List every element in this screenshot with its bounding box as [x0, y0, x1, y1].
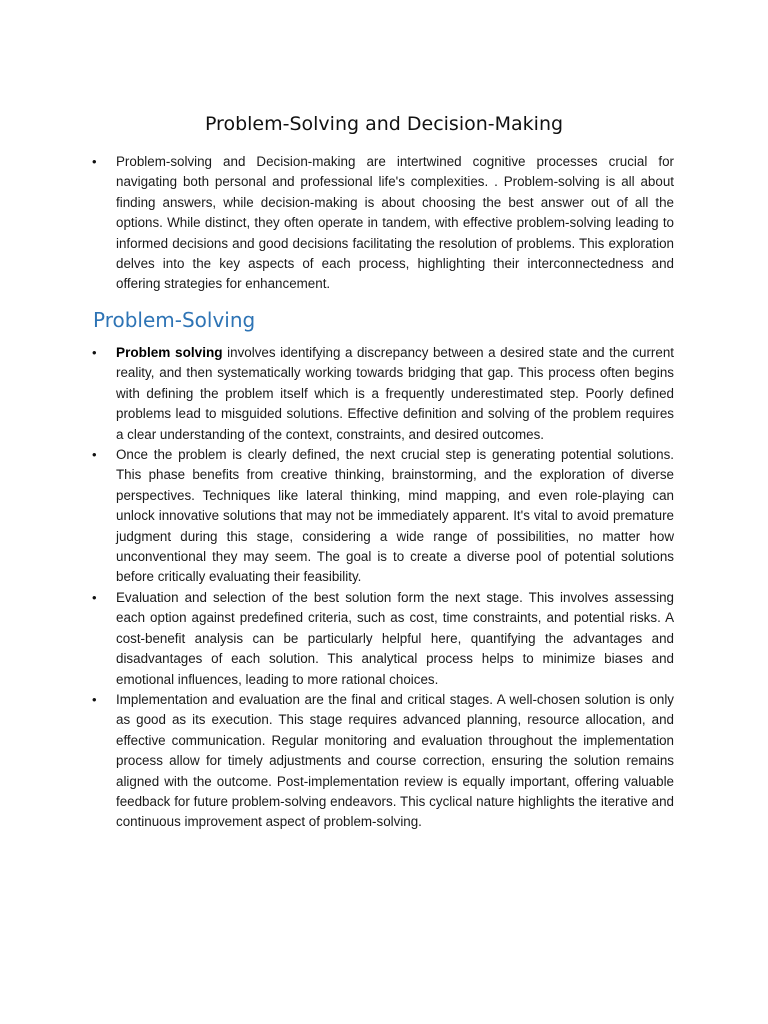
list-item — [92, 152, 674, 295]
bullet-icon: • — [92, 691, 97, 707]
bullet-icon: • — [92, 447, 97, 463]
list-item — [92, 343, 674, 445]
list-item-text: involves identifying a discrepancy between a desired state and the current reality, and then systematically working towards bridging that gap. This process often begins with defining the problem itself which is a frequently underestimated step. Poorly defined problems lead to misguided solutions. Effective definition and solving of the problem requires a clear understanding of the context, constraints, and desired outcomes. — [116, 345, 674, 442]
list-item-text: Implementation and evaluation are the final and critical stages. A well-chosen solution is only as good as its execution. This stage requires advanced planning, resource allocation, and effective communication. Regular monitoring and evaluation throughout the implementation process allow for timely adjustments and course correction, ensuring the solution remains aligned with the outcome. Post-implementation review is equally important, offering valuable feedback for future problem-solving endeavors. This cyclical nature highlights the iterative and continuous improvement aspect of problem-solving. — [116, 691, 674, 830]
section-list — [92, 343, 674, 833]
bullet-icon: • — [92, 589, 97, 605]
list-item — [92, 690, 674, 833]
list-item-text: Evaluation and selection of the best solution form the next stage. This involves assessing each option against predefined criteria, such as cost, time constraints, and potential risks. A cost-benefit analysis can be particularly helpful here, quantifying the advantages and disadvantages of each solution. This analytical process helps to minimize biases and emotional influences, leading to more rational choices. — [116, 589, 674, 687]
list-item — [92, 588, 674, 690]
lead-term: Problem solving — [116, 345, 223, 360]
document-title: Problem-Solving and Decision-Making — [204, 113, 564, 135]
section-heading: Problem-Solving — [93, 308, 256, 332]
bullet-icon: • — [92, 345, 97, 360]
list-item-text: Once the problem is clearly defined, the next crucial step is generating potential solutions. This phase benefits from creative thinking, brainstorming, and the exploration of diverse perspectives. Techniques like lateral thinking, mind mapping, and even role-playing can unlock innovative solutions that may not be immediately apparent. It's vital to avoid premature judgment during this stage, considering a wide range of possibilities, no matter how unconventional they may seem. The goal is to create a diverse pool of potential solutions before critically evaluating their feasibility. — [116, 447, 674, 585]
intro-list — [92, 152, 674, 295]
bullet-icon: • — [92, 154, 97, 169]
list-item-text: Problem-solving and Decision-making are intertwined cognitive processes crucial for navigating both personal and professional life's complexities. . Problem-solving is all about finding answers, while decision-making is about choosing the best answer out of all the options. While distinct, they often operate in tandem, with effective problem-solving leading to informed decisions and good decisions facilitating the resolution of problems. This exploration delves into the key aspects of each process, highlighting their interconnectedness and offering strategies for enhancement. — [116, 154, 674, 292]
list-item — [92, 445, 674, 588]
